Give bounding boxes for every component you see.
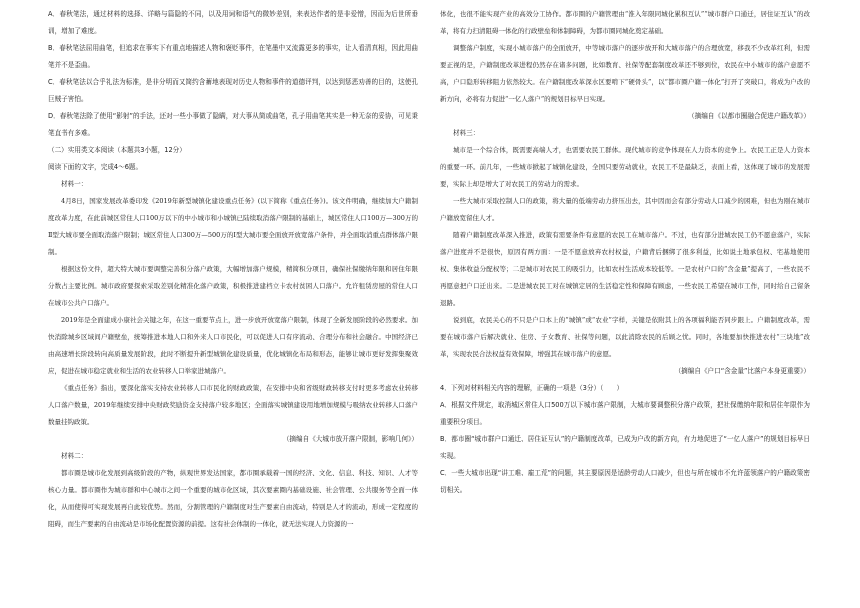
material-one-source: （摘编自《大城市放开落户限制，影响几何》） (282, 435, 418, 443)
q4-option-a: A．根据文件规定，取消城区常住人口500万以下城市落户限制，大城市要调整积分落户政策，把社保缴纳年限和居住年限作为重要积分项目。 (440, 401, 810, 426)
q3-option-b: B．春秋笔法屈用曲笔，但追求在事实下有重点地描述人物和褒贬事件，在笔墨中又流露更多的事实，让人看清真相，因此用曲笔并不是歪曲。 (48, 44, 418, 69)
question-four-stem: 4．下列对材料相关内容的理解，正确的一项是（3分）（ ） (440, 384, 624, 392)
q3-option-c: C．春秋笔法以合乎礼法为标准，是非分明而又简约含蓄地表现对历史人物和事件的道德评判，以达到惩恶劝善的目的，这使孔巨贼子害怕。 (48, 78, 418, 103)
material-three-title: 材料三： (453, 129, 480, 137)
material-one-para: 《重点任务》指出，要深化落实支持农业转移人口市民化的财政政策，在安排中央和省级财政转移支付时更多考虑农业转移人口落户数量，2019年继续安排中央财政奖励资金支持落户较多地区；全面落实城镇建设用地增加规模与吸纳农业转移人口落户数量挂钩政策。 (48, 384, 418, 426)
q4-option-b: B．都市圈“城市群户口通迁、居住证互认”的户籍制度改革，已成为户改的新方向，有力地促进了“一亿人落户”的规划目标早日实现。 (440, 435, 810, 460)
material-three-para: 随着户籍制度改革深入推进，政策有需要条件有意愿的农民工在城市落户。不过，也有部分进城农民工仍不愿意落户，实际落户进度并不是很快，原因有两方面：一是不愿意放弃农村权益，户籍背后捆绑了很多利益，比如说土地承包权、宅基地使用权、集体收益分配权等；二是城市对农民工的吸引力，比如农村生活成本较低等。一是农村户口的“含金量”提高了，一些农民不再愿意把户口迁出来。二是进城农民工对在城镇定居的生活稳定性和保障有顾虑，一些农民工希望在城市工作，同时给自己留条退路。 (440, 231, 810, 307)
material-three-para: 一些大城市采取控制人口的政策，将大量的低端劳动力挤压出去，其中因而会有部分劳动人口减少的困难，但也为刚在城市户籍放宽留住人才。 (440, 197, 810, 222)
material-one-title: 材料一： (61, 180, 88, 188)
left-column (48, 6, 418, 533)
material-two-title: 材料二： (61, 452, 88, 460)
section-title: （二）实用类文本阅读（本题共3小题，12分） (48, 146, 186, 154)
material-one-para: 根据这份文件，超大特大城市要调整完善积分落户政策，大幅增加落户规模，精简积分项目，确保社保缴纳年限和居住年限分数占主要比例。城市政府要探索采取差别化精准化落户政策，积极推进建档立卡农村贫困人口落户。允许租赁房屋的常住人口在城市公共户口落户。 (48, 265, 418, 307)
material-two-source: （摘编自《以都市圈融合促进户籍改革》） (688, 112, 810, 120)
material-two-para: 调整落户制度，实现小城市落户的全面放开，中等城市落户的逐步放开和大城市落户的合理放宽，移我不少改革红利，但需要正视的是，户籍制度改革进程仍然存在诸多问题，比如教育、社保等配套制度改革还不够到位，农民在中小城市的落户意愿不高，户口隐形转移阻力依然较大。在户籍制度改革深水区要啃下“硬骨头”，以“都市圈户籍一体化”打开了突破口，将成为户改的新方向，必将有力促进“一亿人落户”的规划目标早日实现。 (440, 44, 810, 103)
q4-option-c: C．一些大城市出现“讲工难、雇工荒”的问题，其主要原因是适龄劳动人口减少，但也与所在城市不允许蓝领落户的户籍政策密切相关。 (440, 469, 810, 494)
material-two-para: 都市圈是城市化发展到高级阶段的产物，纵观世界发达国家，都市圈承载着一国的经济、文化、信息、科技、知识、人才等核心力量。都市圈作为城市群和中心城市之间一个重要的城市化区域，其次要素圈内基础设施、社会管理、公共服务等全面一体化，从而使得可实现发展再自此较优势。然而，分割管理的户籍制度对生产要素自由流动，特别是人才的流动，形成一定程度的阻碍，而生产要素的自由流动是市场化配置资源的前提。这有社会体制的一体化，就无法实现人力资源的一 (48, 469, 418, 528)
material-three-source: （摘编自《户口“含金量”比落户本身更重要》） (674, 367, 810, 375)
material-two-para: 体化，也很不能实现产业的高效分工协作。都市圈的户籍管理由“淮入年限同城化累积互认”“城市群户口通迁，居住证互认”的改革，将有力扫清阻碍一体化的行政壁垒和体制障碍，为都市圈同城化奠定基础。 (440, 10, 810, 35)
material-three-para: 说到底，农民关心的不只是户口本上的“城镇”或“农业”字样，关键是依附其上的各项福利能否同步跟上。户籍制度改革，需要在城市落户后解决就业、住房、子女教育、社保等问题，以此消除农民的后顾之忧。同时，各地要加快推进农村“三块地”改革，实现农民合法权益有效保障，增强其在城市落户的意愿。 (440, 316, 810, 358)
right-column (440, 6, 810, 499)
binding-margin (4, 0, 18, 608)
q3-option-a: A．春秋笔法，通过材料的选择、详略与篇隐的不同，以及用词和语气的微妙差别，来表达作者的是非爱憎，因而为后世所垂训，增加了难度。 (48, 10, 418, 35)
material-one-para: 2019年是全面建成小康社会关键之年，在这一重要节点上，进一步放开放宽落户限制，体现了全新发展阶段的必然要求。加快消除城乡区域间户籍壁垒，统筹推进本地人口和外来人口市民化，可以促进人口有序流动、合理分布和社会融合。中国经济已由高速增长阶段转向高质量发展阶段，此时不断提升新型城镇化建设质量，优化城镇化布局和形态，能够让城市更好发挥集聚效应，促进在城市稳定就业和生活的农业转移人口举家进城落户。 (48, 316, 418, 375)
material-three-para: 城市是一个综合体，既需要高端人才，也需要农民工群体。现代城市的竞争体现在人力资本的竞争上。农民工正是人力资本的重要一环。前几年，一些城市掀起了城镇化建设，全国只要劳动就业，农民工不是最缺乏，表面上看，这体现了城市的发展需要，实际上却是增大了对农民工的劳动力的需求。 (440, 146, 810, 188)
material-one-para: 4月8日，国家发展改革委印发《2019年新型城镇化建设重点任务》(以下简称《重点任务》)。该文件明确，继续加大户籍制度改革力度，在此前城区常住人口100万以下的中小城市和小城镇已陆续取消落户限制的基础上，城区常住人口100万—300万的Ⅱ型大城市要全面取消落户限制；城区常住人口300万—500万的Ⅰ型大城市要全面放开放宽落户条件，并全面取消重点群体落户限制。 (48, 197, 418, 256)
reading-instruction: 阅读下面的文字，完成4～6题。 (48, 163, 143, 171)
q3-option-d: D．春秋笔法除了使用“影射”的手法，还对一些小事做了隐瞒，对大事从简或曲笔，孔子用曲笔其实是一种无奈的妥协，可见秉笔直书有多难。 (48, 112, 418, 137)
